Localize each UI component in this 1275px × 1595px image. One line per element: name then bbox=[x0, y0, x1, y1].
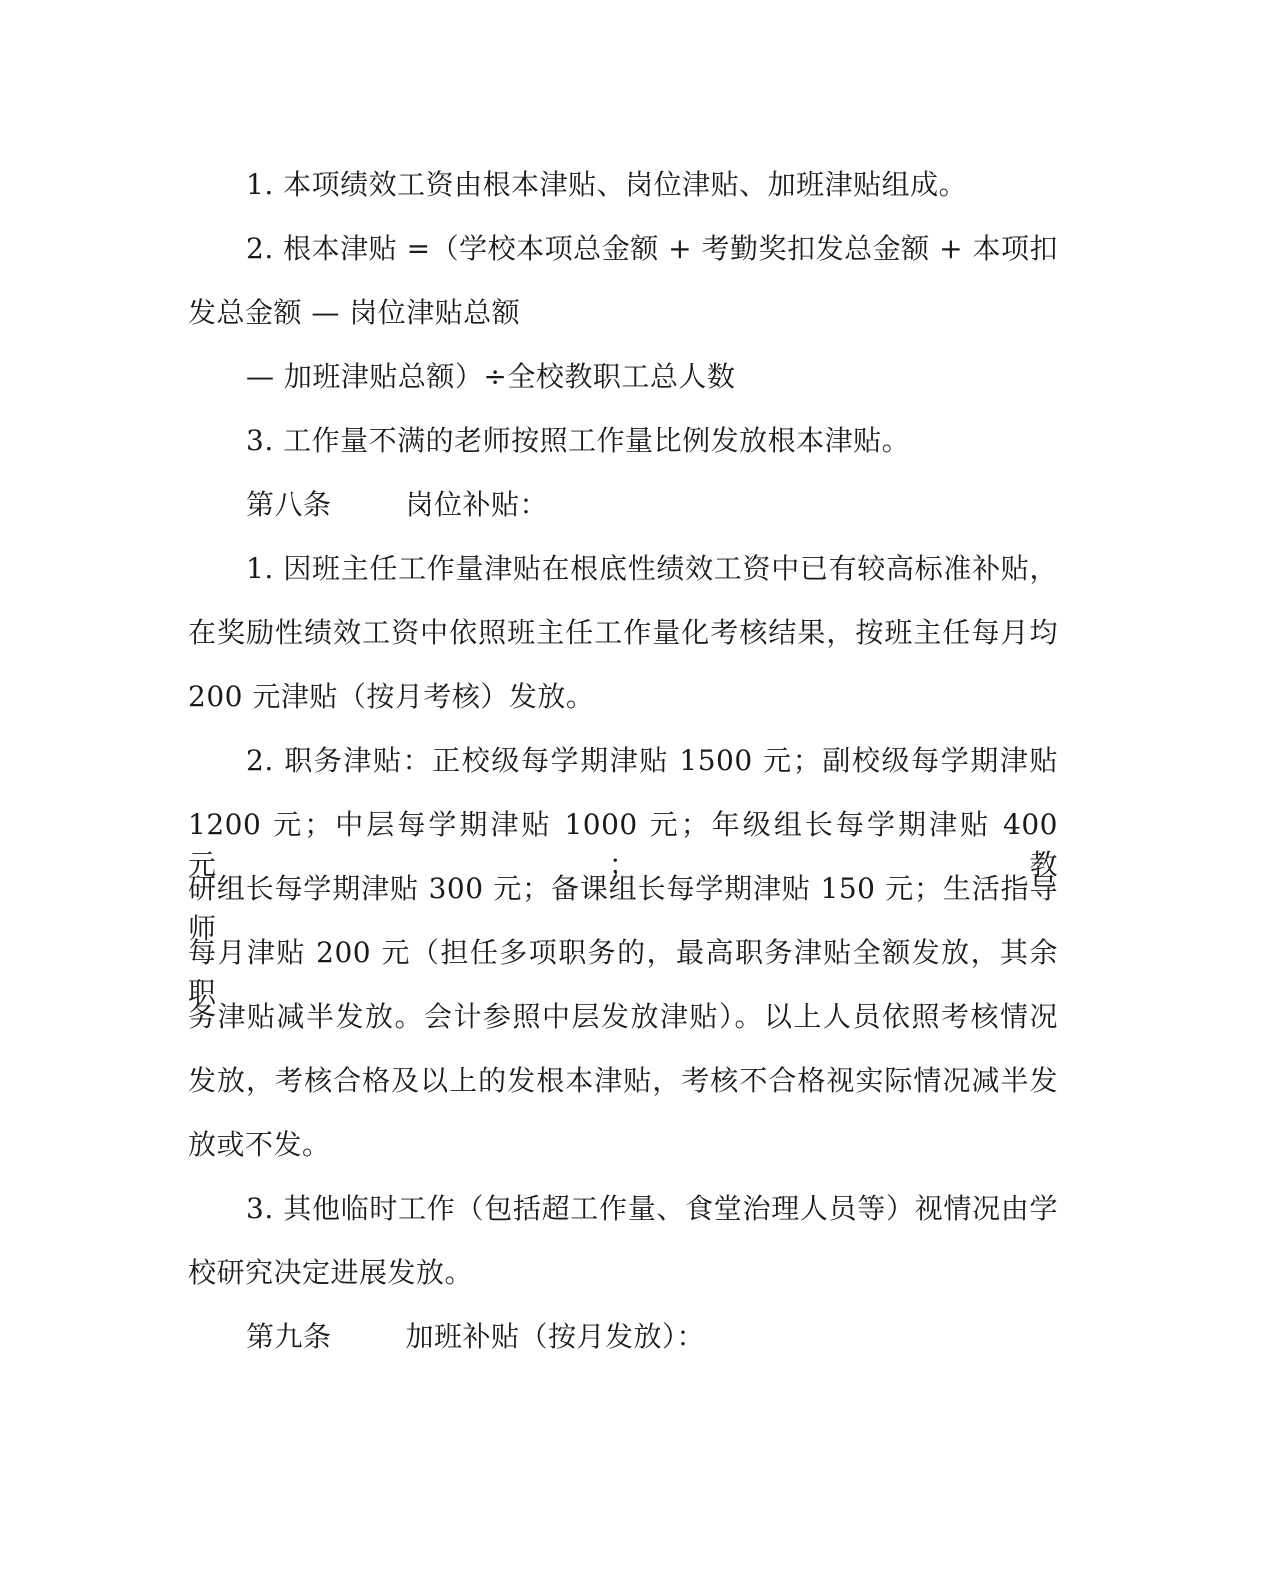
paragraph-line: 务津贴减半发放。会计参照中层发放津贴）。以上人员依照考核情况 bbox=[188, 1000, 1058, 1033]
paragraph-line: 发放，考核合格及以上的发根本津贴，考核不合格视实际情况减半发 bbox=[188, 1064, 1058, 1097]
paragraph-line: 2. 根本津贴 =（学校本项总金额 + 考勤奖扣发总金额 + 本项扣 bbox=[246, 232, 1058, 265]
article-title: 加班补贴（按月发放）： bbox=[405, 1320, 706, 1353]
paragraph-line: 1. 因班主任工作量津贴在根底性绩效工资中已有较高标准补贴， bbox=[246, 552, 1058, 585]
article-number: 第八条 bbox=[246, 488, 332, 521]
paragraph-line: 放或不发。 bbox=[188, 1128, 331, 1161]
paragraph-line: 1. 本项绩效工资由根本津贴、岗位津贴、加班津贴组成。 bbox=[246, 168, 968, 201]
paragraph-line: 研组长每学期津贴 300 元；备课组长每学期津贴 150 元；生活指导师 bbox=[188, 872, 1058, 945]
paragraph-line: — 加班津贴总额）÷全校教职工总人数 bbox=[246, 360, 736, 393]
article-title: 岗位补贴： bbox=[405, 488, 549, 521]
paragraph-line: 发总金额 — 岗位津贴总额 bbox=[188, 296, 521, 329]
paragraph-line: 在奖励性绩效工资中依照班主任工作量化考核结果，按班主任每月均 bbox=[188, 616, 1058, 649]
article-heading bbox=[246, 485, 1058, 525]
paragraph-line: 1200 元；中层每学期津贴 1000 元；年级组长每学期津贴 400 元；教 bbox=[188, 808, 1058, 881]
paragraph-line: 200 元津贴（按月考核）发放。 bbox=[188, 680, 595, 713]
paragraph-line: 2. 职务津贴：正校级每学期津贴 1500 元；副校级每学期津贴 bbox=[246, 744, 1058, 777]
paragraph-line: 校研究决定进展发放。 bbox=[188, 1256, 474, 1289]
paragraph-line: 3. 其他临时工作（包括超工作量、食堂治理人员等）视情况由学 bbox=[246, 1192, 1058, 1225]
paragraph-line: 3. 工作量不满的老师按照工作量比例发放根本津贴。 bbox=[246, 424, 911, 457]
article-number: 第九条 bbox=[246, 1320, 332, 1353]
paragraph-line: 每月津贴 200 元（担任多项职务的，最高职务津贴全额发放，其余职 bbox=[188, 936, 1058, 1009]
article-heading bbox=[246, 1317, 1058, 1357]
